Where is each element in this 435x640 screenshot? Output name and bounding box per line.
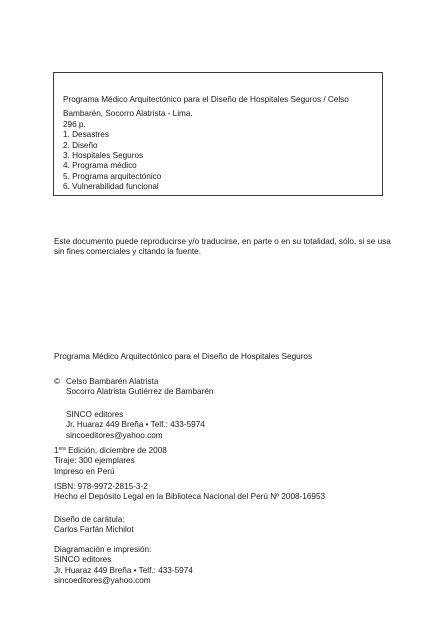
- publisher-email: sincoeditores@yahoo.com: [66, 430, 163, 440]
- notice-line-1: Este documento puede reproducirse y/o traducirse, en parte o en su totalidad, sólo, si se usa: [54, 237, 391, 246]
- catalog-title-line-2: Bambarén, Socorro Alatrista - Lima.: [63, 109, 193, 119]
- publisher-block: [54, 410, 396, 441]
- edition-block: [54, 446, 384, 477]
- author-name: Celso Bambarén Alatrista: [66, 377, 159, 386]
- cover-designer: Carlos Farfán Michilot: [54, 525, 134, 535]
- catalog-subject: 6. Vulnerabilidad funcional: [63, 182, 159, 192]
- edition-number: 1: [54, 446, 59, 455]
- credits-title-text: Programa Médico Arquitectónico para el Diseño de Hospitales Seguros: [54, 352, 313, 361]
- notice-line-2: sin fines comerciales y citando la fuente.: [54, 247, 201, 257]
- catalog-record-box: [53, 72, 383, 196]
- edition-text: Edición, diciembre de 2008: [65, 446, 167, 455]
- credits-title: [54, 352, 384, 362]
- cover-design-block: [54, 515, 384, 536]
- catalog-subject: 4. Programa médico: [63, 161, 137, 171]
- edition-line: [54, 446, 384, 456]
- cover-design-label: Diseño de carátula:: [54, 515, 125, 524]
- copyright-block: [54, 377, 384, 398]
- layout-block: [54, 545, 384, 587]
- isbn-block: [54, 482, 384, 503]
- layout-label: Diagramación e impresión:: [54, 545, 152, 554]
- layout-publisher: SINCO editores: [54, 555, 112, 565]
- publisher-name: SINCO editores: [66, 410, 124, 419]
- isbn: ISBN: 978-9972-2815-3-2: [54, 482, 148, 491]
- layout-email: sincoeditores@yahoo.com: [54, 576, 151, 586]
- catalog-pages: 296 p.: [63, 119, 86, 129]
- catalog-title-line-1: Programa Médico Arquitectónico para el Diseño de Hospitales Seguros / Celso: [63, 95, 349, 104]
- edition-suffix: era: [58, 446, 66, 452]
- print-run: Tiraje: 300 ejemplares: [54, 456, 135, 466]
- catalog-subject: 3. Hospitales Seguros: [63, 151, 144, 161]
- author-name: Socorro Alatrista Gutiérrez de Bambarén: [66, 387, 214, 397]
- copyright-symbol: ©: [54, 377, 61, 386]
- reproduction-notice: [54, 237, 391, 258]
- catalog-subject: 2. Diseño: [63, 140, 98, 150]
- legal-deposit: Hecho el Depósito Legal en la Biblioteca Nacional del Perú Nº 2008-16953: [54, 492, 326, 502]
- catalog-subject: 1. Desastres: [63, 130, 109, 140]
- publisher-address: Jr. Huaraz 449 Breña • Telf.: 433-5974: [66, 420, 205, 430]
- layout-address: Jr. Huaraz 449 Breña • Telf.: 433-5974: [54, 565, 193, 575]
- catalog-subject: 5. Programa arquitectónico: [63, 171, 162, 181]
- printed-in: Impreso en Perú: [54, 466, 115, 476]
